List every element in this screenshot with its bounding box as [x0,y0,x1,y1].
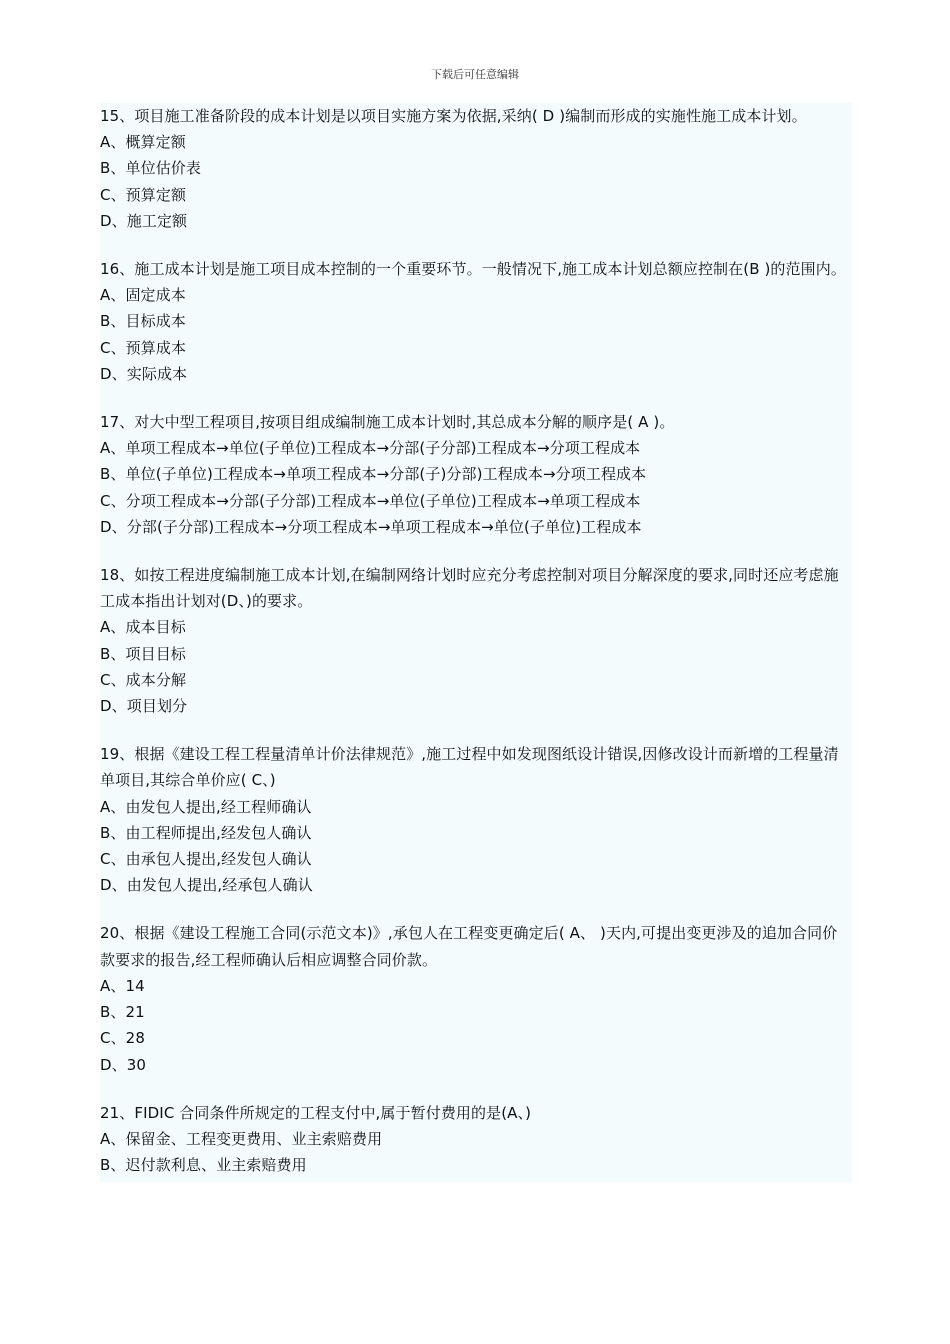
question-18 [100,562,852,719]
option-a: A、成本目标 [100,618,186,637]
question-stem: 16、施工成本计划是施工项目成本控制的一个重要环节。一般情况下,施工成本计划总额应控制在(B )的范围内。 [100,260,846,279]
question-stem: 17、对大中型工程项目,按项目组成编制施工成本计划时,其总成本分解的顺序是( A )。 [100,413,675,432]
option-b: B、21 [100,1003,145,1022]
question-stem: 19、根据《建设工程工程量清单计价法律规范》,施工过程中如发现图纸设计错误,因修改设计而新增的工程量清单项目,其综合单价应( C、) [100,745,839,790]
option-b: B、单位估价表 [100,159,201,178]
option-a: A、固定成本 [100,286,186,305]
question-stem: 21、FIDIC 合同条件所规定的工程支付中,属于暂付费用的是(A、) [100,1103,532,1122]
option-a: A、由发包人提出,经工程师确认 [100,797,312,816]
question-15 [100,103,852,234]
option-a: A、概算定额 [100,133,186,152]
question-list [100,103,852,1182]
question-16 [100,256,852,387]
option-c: C、成本分解 [100,670,187,689]
option-a: A、保留金、工程变更费用、业主索赔费用 [100,1129,383,1148]
option-a: A、14 [100,976,145,995]
option-d: D、分部(子分部)工程成本→分项工程成本→单项工程成本→单位(子单位)工程成本 [100,517,642,536]
option-c: C、预算定额 [100,185,187,204]
option-d: D、施工定额 [100,211,188,230]
option-b: B、目标成本 [100,312,186,331]
question-stem: 18、如按工程进度编制施工成本计划,在编制网络计划时应充分考虑控制对项目分解深度的要求,同时还应考虑施工成本指出计划对(D、)的要求。 [100,566,839,611]
question-stem: 15、项目施工准备阶段的成本计划是以项目实施方案为依据,采纳( D )编制而形成的实施性施工成本计划。 [100,107,807,125]
option-c: C、28 [100,1029,145,1048]
option-b: B、单位(子单位)工程成本→单项工程成本→分部(子)分部)工程成本→分项工程成本 [100,465,647,484]
option-d: D、30 [100,1055,147,1074]
option-c: C、分项工程成本→分部(子分部)工程成本→单位(子单位)工程成本→单项工程成本 [100,491,641,510]
question-stem: 20、根据《建设工程施工合同(示范文本)》,承包人在工程变更确定后( A、 )天内,可提出变更涉及的追加合同价款要求的报告,经工程师确认后相应调整合同价款。 [100,924,838,969]
option-b: B、迟付款利息、业主索赔费用 [100,1156,307,1175]
question-21 [100,1100,852,1179]
option-c: C、预算成本 [100,338,187,357]
option-a: A、单项工程成本→单位(子单位)工程成本→分部(子分部)工程成本→分项工程成本 [100,439,641,458]
page-header: 下载后可任意编辑 [431,68,519,81]
question-17 [100,409,852,540]
option-c: C、由承包人提出,经发包人确认 [100,850,312,869]
option-d: D、项目划分 [100,697,188,716]
question-19 [100,741,852,898]
option-d: D、实际成本 [100,364,188,383]
option-d: D、由发包人提出,经承包人确认 [100,876,313,895]
option-b: B、项目目标 [100,644,186,663]
option-b: B、由工程师提出,经发包人确认 [100,823,312,842]
question-20 [100,920,852,1077]
